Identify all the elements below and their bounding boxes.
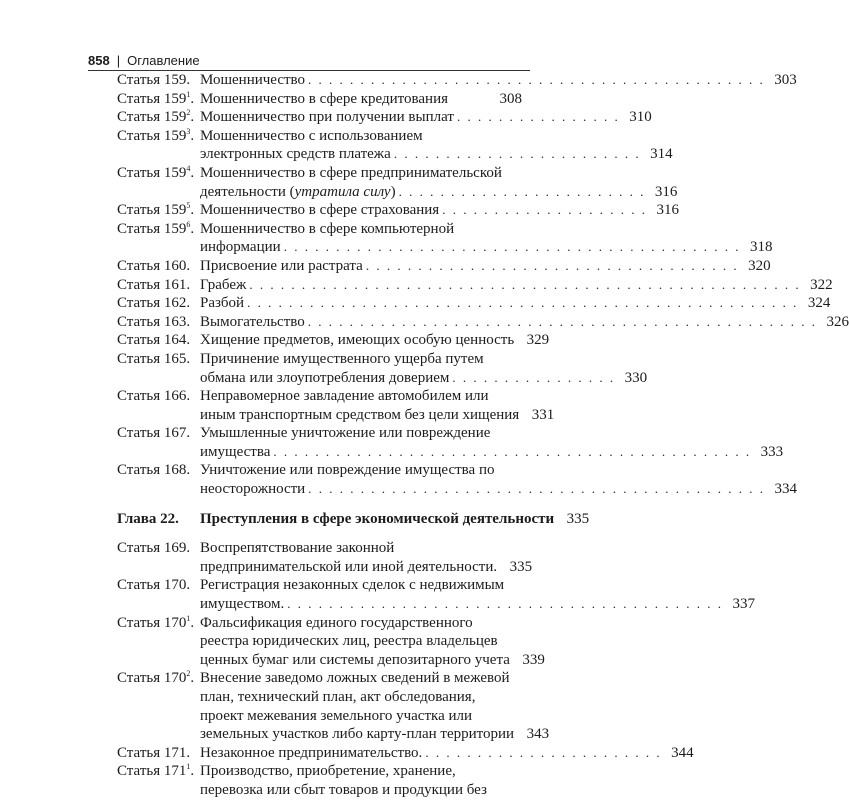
entry-label: Статья 169. xyxy=(117,540,191,557)
entry-title: Производство, приобретение, хранение, xyxy=(200,763,456,780)
leader-dots: . . . . . . . . . . . . . . . . . . . . . . . xyxy=(425,744,662,760)
entry-title-cont: проект межевания земельного участка или xyxy=(200,707,473,724)
entry-page: 334 xyxy=(774,481,797,498)
entry-label: Статья $159^1$. xyxy=(117,89,195,107)
entry-page: 344 xyxy=(671,744,694,761)
leader-dots: . . . . . . . . . . . . . . . . . . . . . . . . . . . . . . . . . . . . . . . . . . . . xyxy=(283,239,741,255)
toc-chapter-22[interactable] xyxy=(117,510,590,529)
entry-title: Вымогательство xyxy=(200,313,305,330)
entry-label: Статья 162. xyxy=(117,295,191,312)
toc-entry-161[interactable] xyxy=(117,276,833,295)
entry-page: 308 xyxy=(499,90,522,107)
page-number: 858 xyxy=(88,52,110,68)
entry-title: Мошенничество при получении выплат xyxy=(200,109,454,126)
entry-title: Умышленные уничтожение или повреждение xyxy=(200,425,491,442)
entry-label: Статья $159^3$. xyxy=(117,126,195,144)
entry-page: 333 xyxy=(760,443,784,460)
toc-entry-159-4[interactable] xyxy=(117,163,678,201)
entry-title: Причинение имущественного ущерба путем xyxy=(200,350,484,367)
entry-label: Статья 164. xyxy=(117,332,191,349)
toc-entry-160[interactable] xyxy=(117,257,771,276)
entry-title: Регистрация незаконных сделок с недвижимым xyxy=(200,577,505,594)
entry-page: 335 xyxy=(509,558,533,575)
toc-entry-162[interactable] xyxy=(117,294,831,313)
toc-entry-159-6[interactable] xyxy=(117,219,773,257)
entry-label: Статья $159^5$. xyxy=(117,201,195,219)
toc-entry-166[interactable] xyxy=(117,387,555,424)
entry-title: Фальсификация единого государственного xyxy=(200,614,473,631)
entry-label: Статья $159^4$. xyxy=(117,163,195,181)
leader-dots: . . . . . . . . . . . . . . . . . . . . . . . . . . . . . . . . . . . . xyxy=(365,257,739,273)
entry-title-cont: земельных участков либо карту-план территории xyxy=(200,726,515,743)
entry-label: Статья $159^6$. xyxy=(117,219,195,237)
entry-label: Статья $159^2$. xyxy=(117,108,195,126)
toc-entry-159-1[interactable] xyxy=(117,90,522,109)
entry-label: Статья 160. xyxy=(117,257,191,274)
entry-title: Мошенничество в сфере компьютерной xyxy=(200,220,455,237)
entry-page: 329 xyxy=(526,332,550,349)
header-title: Оглавление xyxy=(127,52,200,68)
entry-page: 316 xyxy=(654,183,678,200)
entry-title-cont: план, технический план, акт обследования, xyxy=(200,689,476,705)
toc-entry-170[interactable] xyxy=(117,576,756,613)
entry-title-cont: перевозка или сбыт товаров и продукции без xyxy=(200,781,487,798)
entry-page: 322 xyxy=(810,276,833,293)
entry-title-cont: информации xyxy=(200,239,281,256)
entry-title: Уничтожение или повреждение имущества по xyxy=(200,462,495,479)
entry-title-cont: имуществом. xyxy=(200,596,285,613)
leader-dots: . . . . . . . . . . . . . . . . . . . . . . . . . . . . . . . . . . . . . . . . . . xyxy=(287,596,724,612)
toc-entry-169[interactable] xyxy=(117,539,533,576)
leader-dots: . . . . . . . . . . . . . . . . xyxy=(452,369,616,385)
entry-title: Грабеж xyxy=(200,276,247,293)
entry-title: Внесение заведомо ложных сведений в межевой xyxy=(200,670,510,687)
toc-entry-170-2[interactable] xyxy=(117,669,550,743)
table-of-contents xyxy=(117,71,849,800)
toc-entry-167[interactable] xyxy=(117,424,784,461)
entry-title: Воспрепятствование законной xyxy=(200,540,395,557)
entry-label: Статья 163. xyxy=(117,313,191,330)
entry-title: Хищение предметов, имеющих особую ценность xyxy=(200,332,515,349)
entry-label: Статья 167. xyxy=(117,425,191,442)
entry-title: Мошенничество xyxy=(200,72,306,88)
chapter-page: 335 xyxy=(566,510,590,527)
entry-title-cont: иным транспортным средством без цели хищения xyxy=(200,406,520,423)
entry-title: Разбой xyxy=(200,295,245,312)
toc-entry-170-1[interactable] xyxy=(117,613,545,670)
entry-title-cont: предпринимательской или иной деятельности. xyxy=(200,558,498,575)
toc-entry-159-3[interactable] xyxy=(117,126,673,164)
entry-page: 303 xyxy=(774,72,797,88)
leader-dots: . . . . . . . . . . . . . . . . xyxy=(456,109,620,125)
entry-label: Статья 170. xyxy=(117,577,191,594)
entry-title-cont: неосторожности xyxy=(200,481,306,498)
toc-entry-165[interactable] xyxy=(117,350,648,387)
entry-page: 314 xyxy=(650,146,673,163)
entry-page: 339 xyxy=(522,651,545,668)
entry-title-cont: реестра юридических лиц, реестра владельцев xyxy=(200,633,498,650)
entry-page: 318 xyxy=(749,239,773,256)
entry-title-cont: обмана или злоупотребления доверием xyxy=(200,369,450,386)
toc-entry-171-1[interactable] xyxy=(117,762,522,799)
entry-title: Присвоение или растрата xyxy=(200,257,363,274)
entry-title: Незаконное предпринимательство. xyxy=(200,744,423,761)
page-header xyxy=(88,50,530,71)
leader-dots: . . . . . . . . . . . . . . . . . . . . . . . . . . . . . . . . . . . . . . . . . . . . . . . . . xyxy=(307,313,817,329)
entry-title: Неправомерное завладение автомобилем или xyxy=(200,388,489,405)
leader-dots: . . . . . . . . . . . . . . . . . . . . . . . . xyxy=(393,146,641,162)
entry-page: 320 xyxy=(748,257,771,274)
leader-dots: . . . . . . . . . . . . . . . . . . . . . . . . . . . . . . . . . . . . . . . . . . . . . . . . . . . . . xyxy=(249,276,801,292)
toc-entry-171[interactable] xyxy=(117,744,694,763)
entry-page: 316 xyxy=(656,202,679,219)
entry-label: Статья 171. xyxy=(117,744,191,761)
toc-entry-159-2[interactable] xyxy=(117,108,652,127)
leader-dots: . . . . . . . . . . . . . . . . . . . . . . . . . . . . . . . . . . . . . . . . . . . . xyxy=(308,72,765,87)
chapter-label: Глава 22. xyxy=(117,510,179,527)
entry-title: Мошенничество с использованием xyxy=(200,127,423,144)
entry-title: Мошенничество в сфере страхования xyxy=(200,202,440,219)
entry-title-cont: деятельности (утратила силу) xyxy=(200,183,396,200)
entry-label: Статья $171^1$. xyxy=(117,762,195,780)
entry-label: Статья 166. xyxy=(117,388,191,405)
toc-entry-159[interactable] xyxy=(117,71,797,90)
entry-label: Статья $170^2$. xyxy=(117,669,195,687)
entry-page: 330 xyxy=(624,369,648,386)
entry-label: Статья 165. xyxy=(117,350,191,367)
entry-title: Мошенничество в сфере предпринимательской xyxy=(200,164,502,181)
entry-title-cont: электронных средств платежа xyxy=(200,146,391,163)
toc-entry-164[interactable] xyxy=(117,331,550,350)
entry-page: 326 xyxy=(826,313,849,330)
entry-page: 331 xyxy=(531,406,555,423)
entry-label: Статья 168. xyxy=(117,462,191,479)
leader-dots: . . . . . . . . . . . . . . . . . . . . xyxy=(442,202,647,218)
header-separator: | xyxy=(116,52,121,68)
entry-label: Статья $170^1$. xyxy=(117,613,195,631)
entry-page: 343 xyxy=(526,726,550,743)
entry-page: 337 xyxy=(732,596,756,613)
chapter-title: Преступления в сфере экономической деятельности xyxy=(200,510,555,527)
toc-entry-159-5[interactable] xyxy=(117,201,679,220)
entry-page: 324 xyxy=(807,295,831,312)
leader-dots: . . . . . . . . . . . . . . . . . . . . . . . . . . . . . . . . . . . . . . . . . . . . xyxy=(308,481,765,497)
entry-title: Мошенничество в сфере кредитования xyxy=(200,90,448,107)
toc-entry-168[interactable] xyxy=(117,461,797,498)
entry-label: Статья 159. xyxy=(117,72,191,88)
leader-dots: . . . . . . . . . . . . . . . . . . . . . . . . . . . . . . . . . . . . . . . . . . . . . . . . . . . . . xyxy=(247,295,799,311)
toc-entry-163[interactable] xyxy=(117,313,849,332)
leader-dots: . . . . . . . . . . . . . . . . . . . . . . . . . . . . . . . . . . . . . . . . . . . . . . xyxy=(273,443,752,459)
entry-title-cont: имущества xyxy=(200,443,271,460)
leader-dots: . . . . . . . . . . . . . . . . . . . . . . . . xyxy=(398,183,646,199)
entry-label: Статья 161. xyxy=(117,276,191,293)
entry-title-cont: ценных бумаг или системы депозитарного учета xyxy=(200,651,510,668)
entry-page: 310 xyxy=(629,109,652,126)
